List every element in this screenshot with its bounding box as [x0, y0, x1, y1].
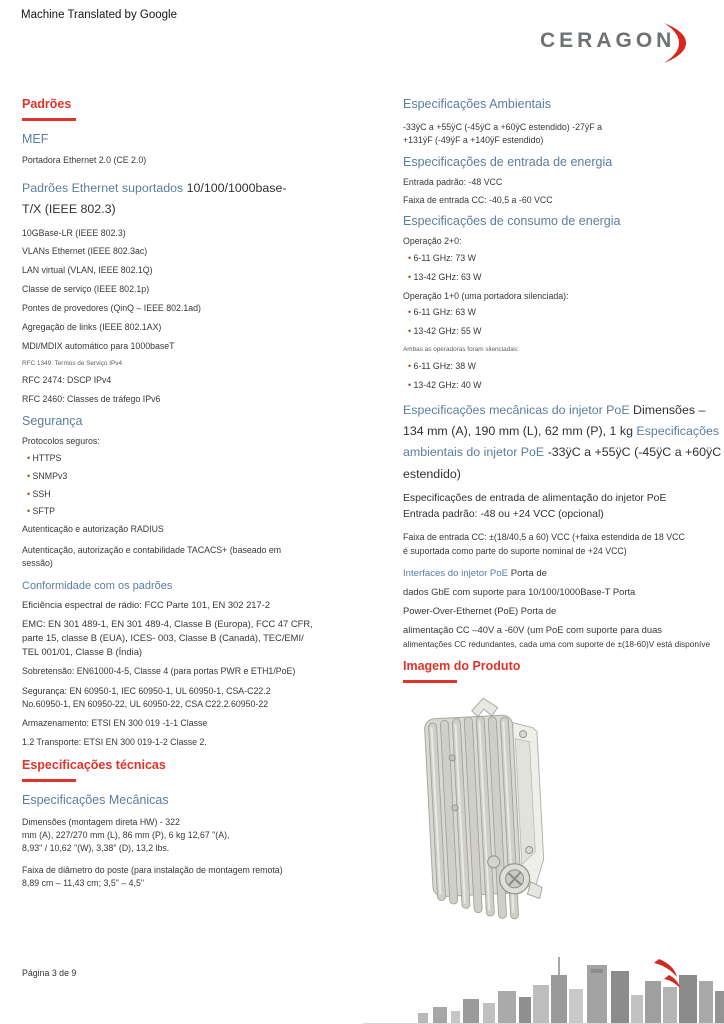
red-divider [403, 680, 457, 683]
poe-mechanical-block [403, 400, 724, 485]
standards-line: Pontes de provedores (QinQ – IEEE 802.1ad) [22, 302, 201, 313]
storage-line: Armazenamento: ETSI EN 300 019 -1-1 Classe [22, 718, 208, 729]
temperature-range-lines [403, 121, 724, 147]
emc-line: TEL 001/01, Classe B (Índia) [22, 646, 143, 658]
rfc-1349-line: RFC 1349: Termos de Serviço IPv4 [22, 360, 123, 368]
power-input-heading: Especificações de entrada de energia [403, 155, 613, 170]
environmental-heading: Especificações Ambientais [403, 97, 551, 111]
heading-run: Interfaces do injetor PoE [403, 567, 511, 579]
mechanical-specs-heading: Especificações Mecânicas [22, 793, 169, 808]
safety-line: Segurança: EN 60950-1, IEC 60950-1, UL 60950-1, CSA-C22.2 [22, 685, 271, 696]
poe-power-range-lines [403, 531, 724, 557]
mode-2plus0-label: Operação 2+0: [403, 236, 462, 247]
poe-interface-line: Power-Over-Ethernet (PoE) Porta de [403, 605, 557, 617]
dimension-line: mm (A), 227/270 mm (L), 86 mm (P), 6 kg 12,67 "(A), [22, 830, 230, 841]
city-skyline-image [363, 951, 724, 1024]
power-consumption-heading: Especificações de consumo de energia [403, 214, 621, 229]
tech-specs-section-title: Especificações técnicas [22, 758, 166, 773]
mode-1plus0-label: Operação 1+0 (uma portadora silenciada): [403, 290, 569, 301]
value-run: 10/100/1000base- [186, 180, 287, 195]
transport-line: 1.2 Transporte: ETSI EN 300 019-1-2 Classe 2. [22, 737, 207, 748]
mef-heading: MEF [22, 132, 49, 146]
consumption-item: • 13-42 GHz: 55 W [403, 327, 724, 337]
ethernet-standards-heading [22, 178, 330, 221]
poe-interfaces-heading [403, 568, 724, 580]
pole-line: Faixa de diâmetro do poste (para instalação de montagem remota) [22, 864, 283, 875]
mef-line: Portadora Ethernet 2.0 (CE 2.0) [22, 155, 147, 165]
consumption-item: • 13-42 GHz: 40 W [403, 381, 724, 391]
left-column [22, 97, 388, 890]
consumption-item: • 6-11 GHz: 73 W [403, 254, 724, 264]
poe-power-standard-line: Entrada padrão: -48 ou +24 VCC (opcional) [403, 509, 604, 521]
dimension-line: 8,93" / 10,62 "(W), 3,38" (D), 13,2 lbs. [22, 843, 170, 854]
poe-mechanical-line4: estendido) [403, 466, 461, 481]
pole-lines [22, 864, 388, 890]
value-run: 134 mm (A), 190 mm (L), 62 mm (P), 1 kg [403, 424, 637, 439]
rfc-line: RFC 2460: Classes de tráfego IPv6 [22, 394, 161, 405]
standards-line: MDI/MDIX automático para 1000baseT [22, 340, 175, 351]
tacacs-line: sessão) [22, 558, 53, 569]
standards-line: 10GBase-LR (IEEE 802.3) [22, 227, 126, 238]
ceragon-logo [540, 29, 688, 64]
emc-line: EMC: EN 301 489-1, EN 301 489-4, Classe B (Europa), FCC 47 CFR, [22, 617, 313, 629]
surge-line: Sobretensão: EN61000-4-5, Classe 4 (para portas PWR e ETH1/PoE) [22, 666, 296, 677]
red-divider [22, 779, 76, 782]
mode-2plus0-list [403, 254, 724, 283]
standards-line: VLANs Ethernet (IEEE 802.3ac) [22, 246, 148, 257]
value-run: Porta de [510, 567, 548, 579]
consumption-item: • 6-11 GHz: 63 W [403, 308, 724, 318]
ethernet-standards-line2: T/X (IEEE 802.3) [22, 202, 116, 217]
poe-power-input-heading: Especificações de entrada de alimentação do injetor PoE [403, 493, 667, 505]
heading-run: ambientais do injetor PoE [403, 445, 548, 460]
dimension-line: Dimensões (montagem direta HW) - 322 [22, 817, 180, 828]
tacacs-lines [22, 544, 388, 570]
poe-mechanical-line3 [403, 442, 724, 463]
poe-power-range-line: Faixa de entrada CC: ±(18/40,5 a 60) VCC (+faixa estendida de 18 VCC [403, 532, 685, 543]
consumption-item: • 13-42 GHz: 63 W [403, 273, 724, 283]
safety-line: No.60950-1, EN 60950-22, UL 60950-22, CSA C22.2.60950-22 [22, 699, 269, 710]
protocol-item: • SSH [22, 490, 388, 500]
heading-run: Padrões Ethernet suportados [22, 180, 187, 195]
radius-line: Autenticação e autorização RADIUS [22, 524, 164, 535]
protocol-item: • SFTP [22, 507, 388, 517]
poe-mechanical-line2 [403, 421, 724, 442]
poe-dc-line-1: alimentação CC –40V a -60V (um PoE com suporte para duas [403, 623, 662, 635]
rfc-list [22, 376, 388, 405]
dimension-lines [22, 816, 388, 856]
radio-efficiency-line: Eficiência espectral de rádio: FCC Parte 101, EN 302 217-2 [22, 598, 271, 610]
emc-lines [22, 617, 388, 659]
protocol-item: • SNMPv3 [22, 472, 388, 482]
heading-run: Especificações mecânicas do injetor PoE [403, 402, 634, 417]
tacacs-line: Autenticação, autorização e contabilidade TACACS+ (baseado em [22, 545, 282, 556]
standards-line: LAN virtual (VLAN, IEEE 802.1Q) [22, 265, 153, 276]
consumption-item: • 6-11 GHz: 38 W [403, 362, 724, 372]
security-intro: Protocolos seguros: [22, 436, 100, 447]
standards-line: Agregação de links (IEEE 802.1AX) [22, 321, 162, 332]
power-range-line: Faixa de entrada CC: -40,5 a -60 VCC [403, 195, 553, 206]
protocol-item: • HTTPS [22, 454, 388, 464]
pole-line: 8,89 cm – 11,43 cm; 3,5" – 4,5" [22, 877, 144, 888]
emc-line: parte 15, classe B (EUA), ICES- 003, Classe B (Canadá), TEC/EMI/ [22, 631, 304, 643]
power-standard-line: Entrada padrão: -48 VCC [403, 177, 503, 188]
poe-interface-line: dados GbE com suporte para 10/100/1000Base-T Porta [403, 586, 636, 598]
product-image [415, 694, 565, 926]
poe-mechanical-line1 [403, 400, 724, 421]
secure-protocols-list [22, 454, 388, 517]
poe-interfaces-lines [403, 587, 724, 617]
poe-dc-line-2: alimentações CC redundantes, cada uma com suporte de ±(18-60)V está disponíve [403, 638, 711, 649]
standards-list [22, 229, 388, 352]
temperature-line: -33ÿC a +55ÿC (-45ÿC a +60ÿC estendido) -27ÿF a [403, 122, 603, 132]
machine-translated-note: Machine Translated by Google [21, 9, 177, 21]
value-run: Dimensões – [633, 402, 706, 417]
muted-carriers-label: Ambas as operadoras foram silenciadas: [403, 346, 519, 354]
ethernet-standards-line1 [22, 178, 330, 199]
ceragon-logo-text: CERAGON [540, 29, 676, 52]
standards-line: Classe de serviço (IEEE 802.1p) [22, 284, 150, 295]
red-divider [22, 118, 76, 121]
value-run: -33ÿC a +55ÿC (-45ÿC a +60ÿC [547, 445, 722, 460]
compliance-heading: Conformidade com os padrões [22, 579, 173, 592]
temperature-line: +131ÿF (-49ÿF a +140ÿF estendido) [403, 135, 544, 146]
mode-1plus0-list [403, 308, 724, 337]
poe-power-range-line: é suportada como parte do suporte nominal de +24 VCC) [403, 545, 627, 556]
poe-power-input-block [403, 491, 724, 523]
muted-list [403, 362, 724, 391]
security-heading: Segurança [22, 414, 83, 429]
ceragon-swoosh-icon [660, 22, 688, 64]
standards-section-title: Padrões [22, 97, 72, 111]
rfc-line: RFC 2474: DSCP IPv4 [22, 375, 112, 386]
page-indicator: Página 3 de 9 [22, 968, 77, 978]
safety-lines [22, 685, 388, 711]
right-column [403, 97, 724, 926]
heading-run: Especificações [636, 424, 720, 439]
product-image-title: Imagem do Produto [403, 658, 521, 673]
